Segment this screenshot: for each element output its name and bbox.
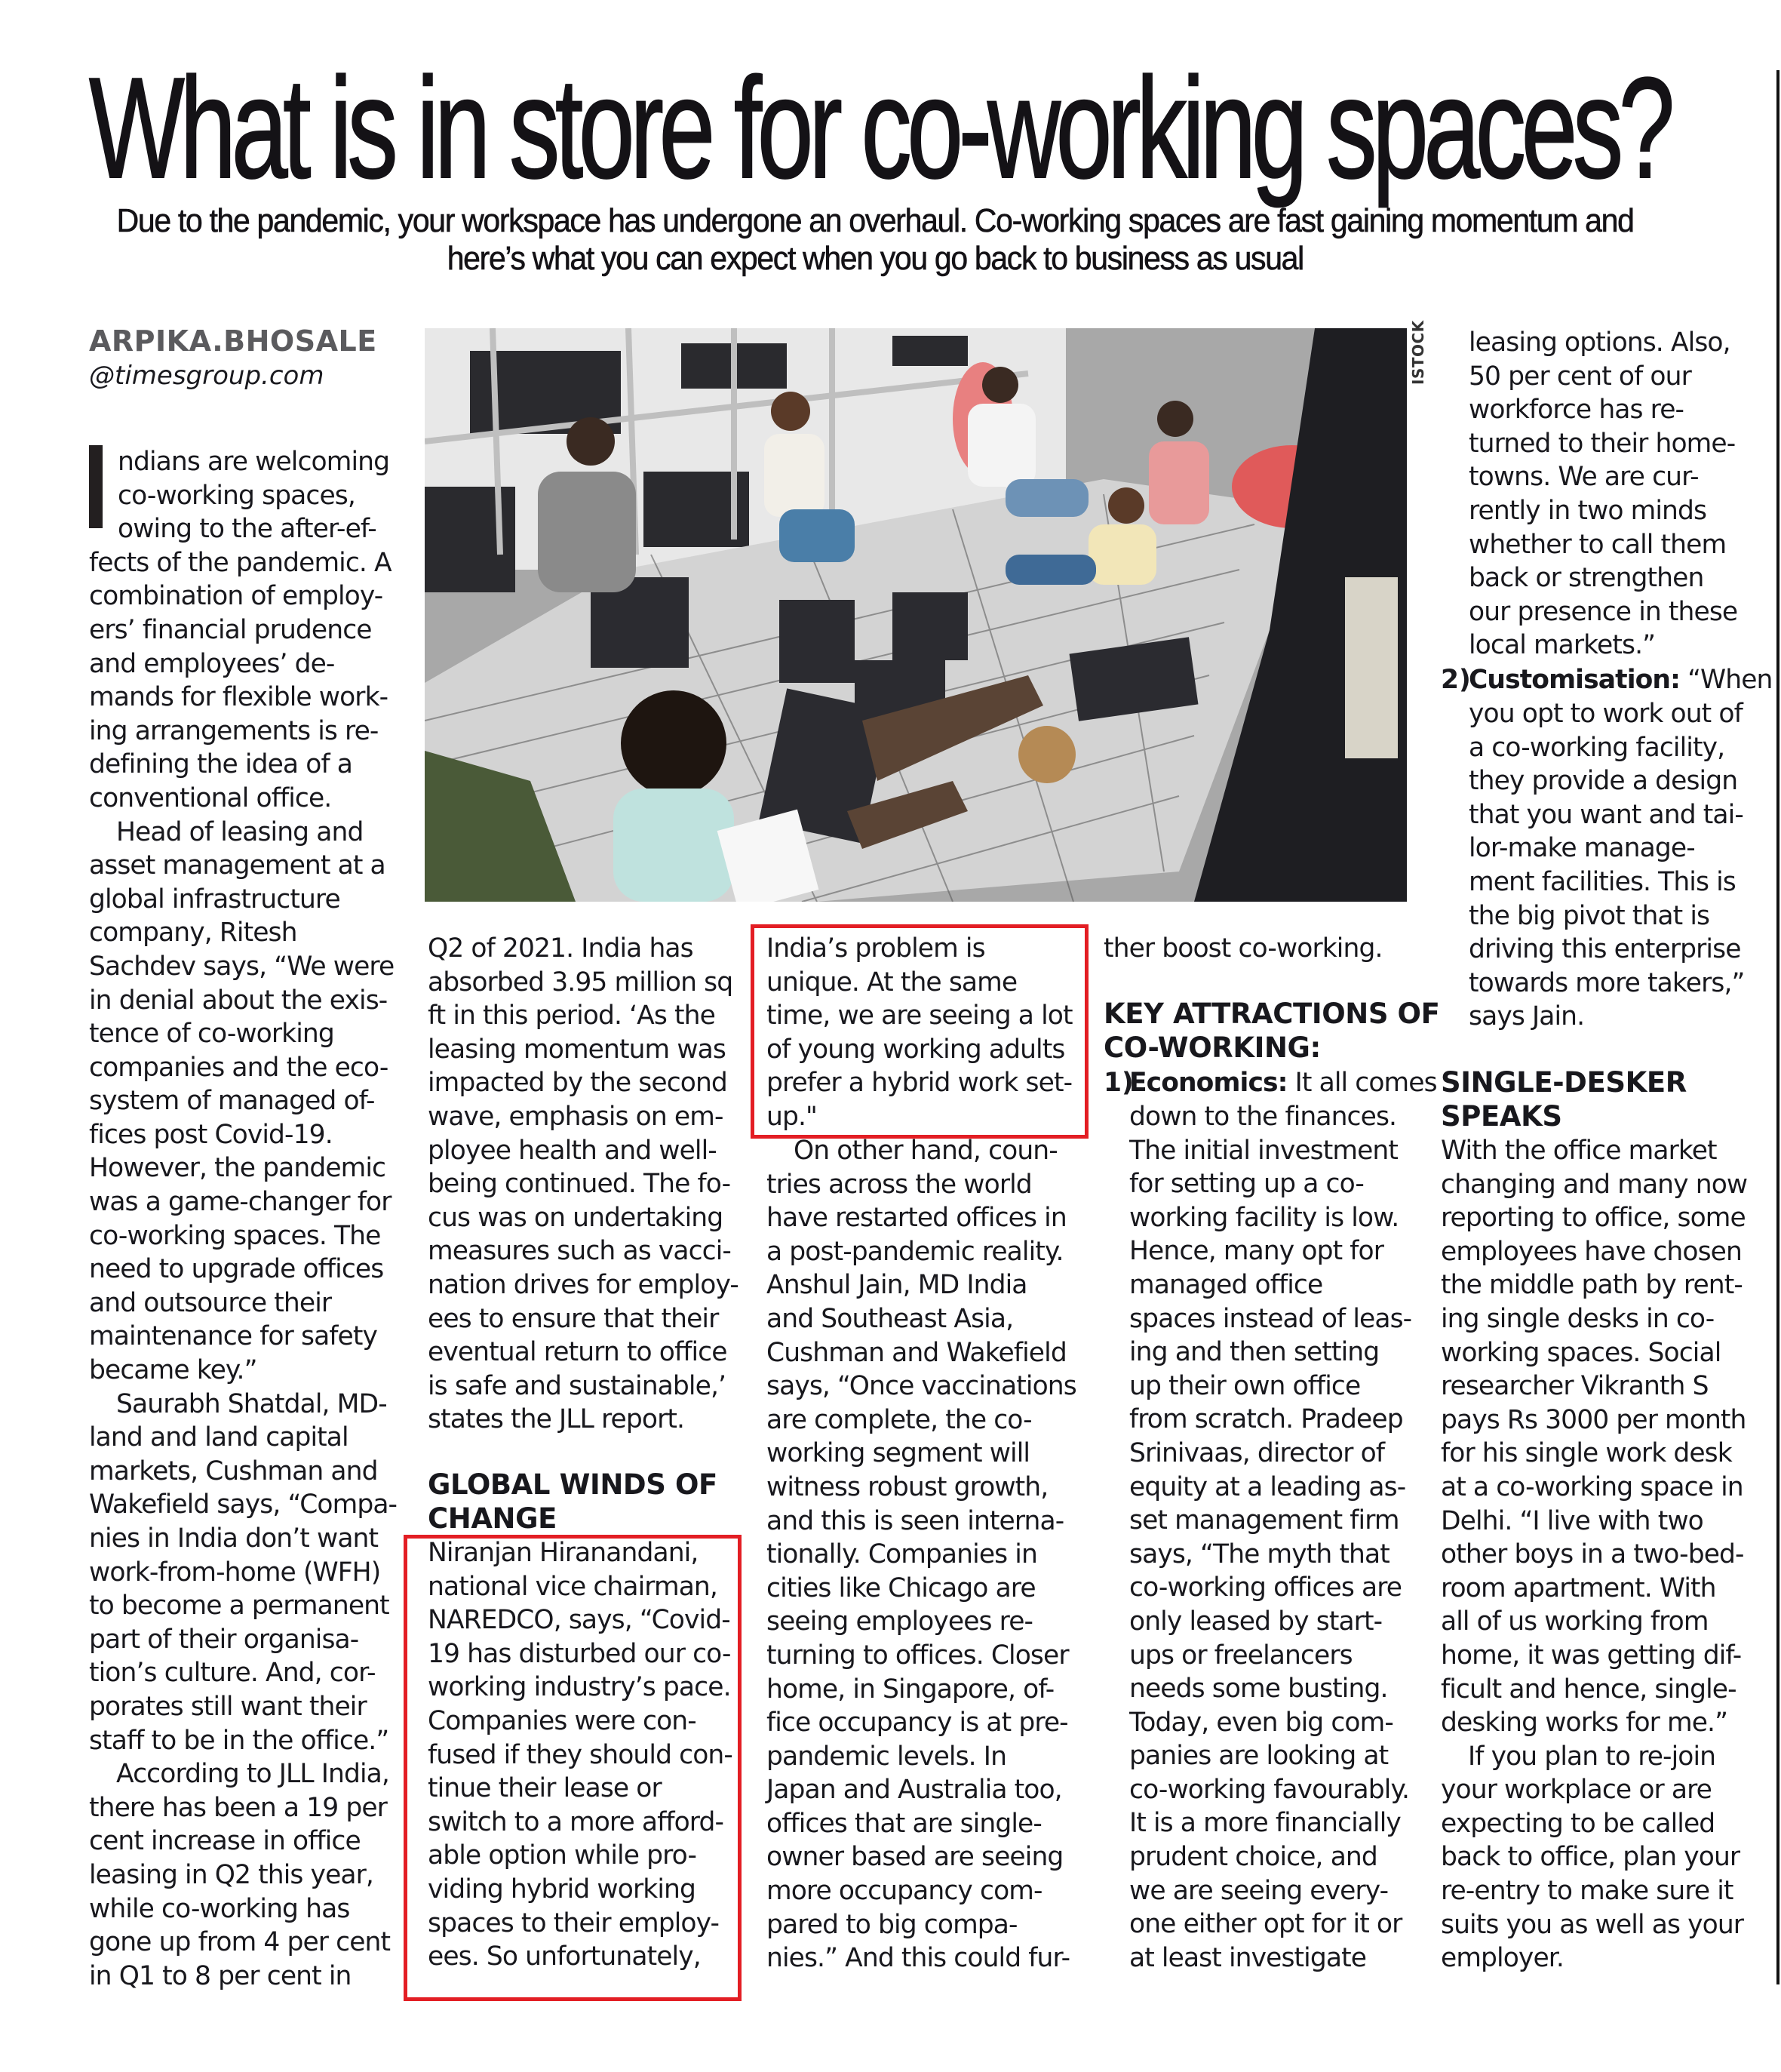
- list-item-customisation: [1469, 663, 1773, 697]
- text-line: time, we are seeing a lot: [766, 1001, 1073, 1031]
- text-line: need to upgrade offices: [89, 1254, 384, 1285]
- column-5-item1-continued: [1469, 326, 1737, 662]
- text-line: Delhi. “I live with two: [1441, 1505, 1703, 1536]
- text-line: However, the pandemic: [89, 1153, 386, 1184]
- text-line: Q2 of 2021. India has: [428, 933, 693, 964]
- text-line: our presence in these: [1469, 596, 1738, 627]
- text-line: working segment will: [766, 1438, 1030, 1469]
- photo-illustration: [425, 328, 1407, 902]
- text-line: Companies were con-: [428, 1705, 696, 1736]
- text-line: Cushman and Wakefield: [766, 1337, 1067, 1368]
- column-rule: [1776, 70, 1779, 1984]
- text-line: owing to the after-ef-: [118, 514, 376, 545]
- text-line: suits you as well as your: [1441, 1909, 1744, 1940]
- text-line: mands for flexible work-: [89, 682, 388, 713]
- text-line: measures such as vacci-: [428, 1236, 731, 1267]
- text-line: global infrastructure: [89, 884, 340, 915]
- text-line: other boys in a two-bed-: [1441, 1539, 1744, 1570]
- text-line: fice occupancy is at pre-: [766, 1708, 1068, 1738]
- text-line: ft in this period. ‘As the: [428, 1001, 715, 1031]
- subhead-single-desker: [1441, 1066, 1687, 1133]
- text-line: ther boost co-working.: [1104, 933, 1383, 964]
- text-line: to become a permanent: [89, 1591, 389, 1622]
- text-line: they provide a design: [1469, 766, 1738, 797]
- text-line: The initial investment: [1129, 1135, 1398, 1166]
- text-line: able option while pro-: [428, 1840, 697, 1871]
- column-3: [766, 1134, 1076, 1975]
- text-line: room apartment. With: [1441, 1572, 1716, 1603]
- text-line: ndians are welcoming: [118, 447, 390, 477]
- text-line: up.": [766, 1101, 818, 1132]
- text-line: there has been a 19 per: [89, 1792, 387, 1823]
- text-line: fects of the pandemic. A: [89, 547, 392, 578]
- text-line: Saurabh Shatdal, MD-: [116, 1388, 387, 1419]
- text-line: employer.: [1441, 1943, 1564, 1974]
- text-line: prudent choice, and: [1129, 1842, 1377, 1873]
- text-line: witness robust growth,: [766, 1471, 1049, 1502]
- text-line: managed office: [1129, 1269, 1323, 1300]
- text-line: Srinivaas, director of: [1129, 1437, 1385, 1468]
- text-line: set management firm: [1129, 1505, 1399, 1536]
- text-line: that you want and tai-: [1469, 799, 1743, 830]
- text-line: states the JLL report.: [428, 1404, 685, 1435]
- text-line: needs some busting.: [1129, 1674, 1388, 1705]
- text-line: combination of employ-: [89, 581, 383, 612]
- text-line: Head of leasing and: [116, 816, 364, 847]
- text-line: and outsource their: [89, 1287, 332, 1318]
- text-line: nies.” And this could fur-: [766, 1943, 1070, 1974]
- subhead-line: CHANGE: [428, 1502, 557, 1535]
- text-line: we are seeing every-: [1129, 1875, 1389, 1906]
- subhead-line: GLOBAL WINDS OF: [428, 1468, 717, 1501]
- text-line: cities like Chicago are: [766, 1572, 1036, 1603]
- text-line: ups or freelancers: [1129, 1640, 1353, 1671]
- text-line: co-working favourably.: [1129, 1774, 1410, 1805]
- text-line: turning to offices. Closer: [766, 1640, 1069, 1671]
- text-line: lor-make manage-: [1469, 833, 1695, 864]
- column-4-lead: [1104, 932, 1383, 966]
- text-line: leasing options. Also,: [1469, 327, 1730, 358]
- text-line: owner based are seeing: [766, 1842, 1064, 1873]
- text-line: Wakefield says, “Compa-: [89, 1489, 398, 1520]
- text-line: and this is seen interna-: [766, 1505, 1064, 1536]
- text-line: panies are looking at: [1129, 1741, 1389, 1772]
- text-line: tries across the world: [766, 1169, 1032, 1200]
- text-line: a post-pandemic reality.: [766, 1236, 1064, 1267]
- text-line: and employees’ de-: [89, 648, 335, 679]
- text-line: pared to big compa-: [766, 1909, 1018, 1940]
- column-5-item2: [1469, 697, 1745, 1034]
- text-line: working spaces. Social: [1441, 1337, 1721, 1368]
- text-line: defining the idea of a: [89, 749, 353, 780]
- text-line: companies and the eco-: [89, 1052, 388, 1083]
- text-line: up their own office: [1129, 1370, 1361, 1401]
- text-line: in denial about the exis-: [89, 985, 388, 1016]
- text-line: co-working spaces. The: [89, 1220, 381, 1251]
- text-line: re-entry to make sure it: [1441, 1876, 1733, 1907]
- text-line: fused if they should con-: [428, 1739, 732, 1770]
- text-line: pandemic levels. In: [766, 1741, 1007, 1772]
- deck-text: here’s what you can expect when you go back to business as usual: [447, 240, 1304, 277]
- text-line: tionally. Companies in: [766, 1539, 1037, 1570]
- text-line: being continued. The fo-: [428, 1169, 731, 1200]
- text-line: wave, emphasis on em-: [428, 1101, 723, 1132]
- byline-name: ARPIKA.BHOSALE: [89, 324, 377, 358]
- text-line: ing single desks in co-: [1441, 1303, 1715, 1334]
- text-line: only leased by start-: [1129, 1606, 1383, 1637]
- text-line: nies in India don’t want: [89, 1523, 379, 1554]
- text-line: one either opt for it or: [1129, 1909, 1402, 1940]
- highlight-box-hiranandani-quote: [404, 1535, 742, 2001]
- text-line: markets, Cushman and: [89, 1456, 378, 1486]
- text-line: workforce has re-: [1469, 395, 1684, 426]
- text-line: seeing employees re-: [766, 1606, 1033, 1637]
- text-line: rently in two minds: [1469, 495, 1707, 526]
- text-line: porates still want their: [89, 1691, 367, 1722]
- text-line: home, it was getting dif-: [1441, 1640, 1742, 1671]
- column-1: [89, 445, 397, 1993]
- list-item-label: Economics:: [1129, 1068, 1288, 1098]
- list-item-economics: [1129, 1066, 1437, 1100]
- text-line: 19 has disturbed our co-: [428, 1638, 731, 1669]
- text-line: you opt to work out of: [1469, 699, 1743, 729]
- text-line: says, “The myth that: [1129, 1539, 1389, 1569]
- text-line: impacted by the second: [428, 1068, 727, 1099]
- text-line: ployee health and well-: [428, 1135, 717, 1166]
- text-line: “When: [1687, 665, 1773, 695]
- text-line: of young working adults: [766, 1034, 1065, 1065]
- text-line: staff to be in the office.”: [89, 1725, 389, 1756]
- text-line: spaces instead of leas-: [1129, 1303, 1412, 1334]
- text-line: conventional office.: [89, 782, 332, 813]
- text-line: NAREDCO, says, “Covid-: [428, 1605, 730, 1636]
- text-line: company, Ritesh: [89, 918, 297, 948]
- text-line: system of managed of-: [89, 1086, 375, 1117]
- text-line: working industry’s pace.: [428, 1672, 731, 1703]
- list-item-label: Customisation:: [1469, 665, 1680, 695]
- text-line: With the office market: [1441, 1136, 1717, 1166]
- text-line: more occupancy com-: [766, 1876, 1042, 1907]
- text-line: eventual return to office: [428, 1337, 727, 1368]
- text-line: reporting to office, some: [1441, 1203, 1746, 1234]
- text-line: According to JLL India,: [116, 1759, 389, 1790]
- text-line: maintenance for safety: [89, 1321, 378, 1352]
- text-line: co-working offices are: [1129, 1572, 1402, 1603]
- text-line: down to the finances.: [1129, 1102, 1397, 1132]
- text-line: while co-working has: [89, 1893, 350, 1924]
- text-line: became key.”: [89, 1355, 257, 1386]
- text-line: tion’s culture. And, cor-: [89, 1658, 376, 1689]
- text-line: employees have chosen: [1441, 1236, 1742, 1267]
- text-line: at least investigate: [1129, 1942, 1367, 1973]
- text-line: a co-working facility,: [1469, 732, 1725, 763]
- text-line: all of us working from: [1441, 1606, 1709, 1637]
- deck-text: Due to the pandemic, your workspace has undergone an overhaul. Co-working spaces are fast gaining momentum and: [116, 202, 1634, 239]
- text-line: researcher Vikranth S: [1441, 1371, 1709, 1402]
- text-line: ing arrangements is re-: [89, 715, 379, 746]
- deck-line-2: [0, 240, 1750, 278]
- text-line: driving this enterprise: [1469, 934, 1741, 965]
- text-line: cent increase in office: [89, 1826, 361, 1857]
- subhead-key-attractions: [1104, 998, 1439, 1065]
- text-line: at a co-working space in: [1441, 1471, 1743, 1502]
- text-line: national vice chairman,: [428, 1571, 717, 1602]
- text-line: Sachdev says, “We were: [89, 951, 395, 982]
- subhead-line: SINGLE-DESKER: [1441, 1066, 1687, 1099]
- text-line: desking works for me.”: [1441, 1708, 1728, 1738]
- text-line: Hence, many opt for: [1129, 1236, 1383, 1267]
- list-number-1: 1): [1104, 1068, 1134, 1098]
- text-line: your workplace or are: [1441, 1775, 1712, 1806]
- text-line: from scratch. Pradeep: [1129, 1404, 1403, 1435]
- text-line: absorbed 3.95 million sq: [428, 967, 733, 998]
- text-line: towns. We are cur-: [1469, 462, 1699, 493]
- text-line: are complete, the co-: [766, 1404, 1032, 1435]
- text-line: gone up from 4 per cent: [89, 1927, 391, 1958]
- text-line: tence of co-working: [89, 1019, 334, 1050]
- text-line: If you plan to re-join: [1468, 1741, 1716, 1772]
- text-line: ing and then setting: [1129, 1337, 1380, 1368]
- text-line: viding hybrid working: [428, 1874, 696, 1904]
- text-line: Today, even big com-: [1129, 1707, 1393, 1738]
- text-line: Japan and Australia too,: [766, 1775, 1062, 1806]
- text-line: says, “Once vaccinations: [766, 1371, 1076, 1402]
- text-line: India’s problem is: [766, 933, 985, 964]
- text-line: have restarted offices in: [766, 1203, 1067, 1234]
- text-line: It is a more financially: [1129, 1808, 1401, 1839]
- text-line: working facility is low.: [1129, 1202, 1399, 1233]
- text-line: fices post Covid-19.: [89, 1119, 333, 1150]
- text-line: ees to ensure that their: [428, 1303, 719, 1334]
- text-line: expecting to be called: [1441, 1808, 1715, 1839]
- text-line: ficult and hence, single-: [1441, 1674, 1736, 1705]
- deck-line-1: [0, 202, 1750, 240]
- list-number-2: 2): [1441, 665, 1471, 695]
- coworking-photo: [425, 328, 1407, 902]
- text-line: part of their organisa-: [89, 1624, 359, 1655]
- photo-credit-text: ISTOCK: [1409, 320, 1427, 385]
- text-line: land and land capital: [89, 1422, 349, 1453]
- text-line: back or strengthen: [1469, 563, 1704, 594]
- subhead-line: KEY ATTRACTIONS OF: [1104, 998, 1440, 1030]
- text-line: It all comes: [1294, 1068, 1437, 1098]
- text-line: the middle path by rent-: [1441, 1270, 1743, 1301]
- text-line: work-from-home (WFH): [89, 1557, 381, 1588]
- text-line: Niranjan Hiranandani,: [428, 1538, 699, 1568]
- text-line: co-working spaces,: [118, 480, 355, 511]
- text-line: changing and many now: [1441, 1169, 1748, 1200]
- highlight-box-india-problem-quote: [751, 924, 1089, 1139]
- text-line: cus was on undertaking: [428, 1202, 723, 1233]
- text-line: leasing momentum was: [428, 1034, 726, 1065]
- text-line: spaces to their employ-: [428, 1908, 720, 1938]
- subhead-global-winds: [428, 1468, 717, 1536]
- text-line: prefer a hybrid work set-: [766, 1068, 1073, 1099]
- subhead-line: CO-WORKING:: [1104, 1031, 1321, 1064]
- text-line: ers’ financial prudence: [89, 614, 372, 645]
- headline: What is in store for co-working spaces?: [89, 48, 1671, 208]
- text-line: leasing in Q2 this year,: [89, 1859, 373, 1890]
- text-line: On other hand, coun-: [794, 1136, 1058, 1166]
- text-line: back to office, plan your: [1441, 1842, 1740, 1873]
- text-line: local markets.”: [1469, 630, 1656, 661]
- byline-email: @timesgroup.com: [89, 361, 324, 391]
- text-line: for his single work desk: [1441, 1438, 1732, 1469]
- text-line: offices that are single-: [766, 1808, 1042, 1839]
- column-5: [1441, 1134, 1747, 1975]
- text-line: whether to call them: [1469, 529, 1727, 560]
- text-line: and Southeast Asia,: [766, 1303, 1014, 1334]
- text-line: was a game-changer for: [89, 1187, 392, 1218]
- text-line: home, in Singapore, of-: [766, 1674, 1055, 1705]
- photo-credit: [1409, 320, 1427, 400]
- text-line: for setting up a co-: [1129, 1169, 1364, 1200]
- text-line: says Jain.: [1469, 1001, 1585, 1032]
- text-line: is safe and sustainable,’: [428, 1370, 726, 1401]
- text-line: nation drives for employ-: [428, 1269, 739, 1300]
- text-line: tinue their lease or: [428, 1773, 662, 1804]
- column-4: [1129, 1100, 1411, 1975]
- subhead-line: SPEAKS: [1441, 1099, 1562, 1133]
- text-line: towards more takers,”: [1469, 967, 1745, 998]
- text-line: asset management at a: [89, 850, 385, 881]
- text-line: Anshul Jain, MD India: [766, 1270, 1027, 1301]
- text-line: ees. So unfortunately,: [428, 1941, 701, 1972]
- text-line: in Q1 to 8 per cent in: [89, 1960, 352, 1991]
- text-line: turned to their home-: [1469, 428, 1736, 459]
- text-line: ment facilities. This is: [1469, 866, 1736, 897]
- text-line: switch to a more afford-: [428, 1806, 724, 1837]
- text-line: unique. At the same: [766, 967, 1018, 998]
- text-line: pays Rs 3000 per month: [1441, 1404, 1746, 1435]
- text-line: equity at a leading as-: [1129, 1471, 1406, 1502]
- column-2: [428, 932, 739, 1437]
- text-line: 50 per cent of our: [1469, 361, 1691, 392]
- text-line: the big pivot that is: [1469, 900, 1710, 931]
